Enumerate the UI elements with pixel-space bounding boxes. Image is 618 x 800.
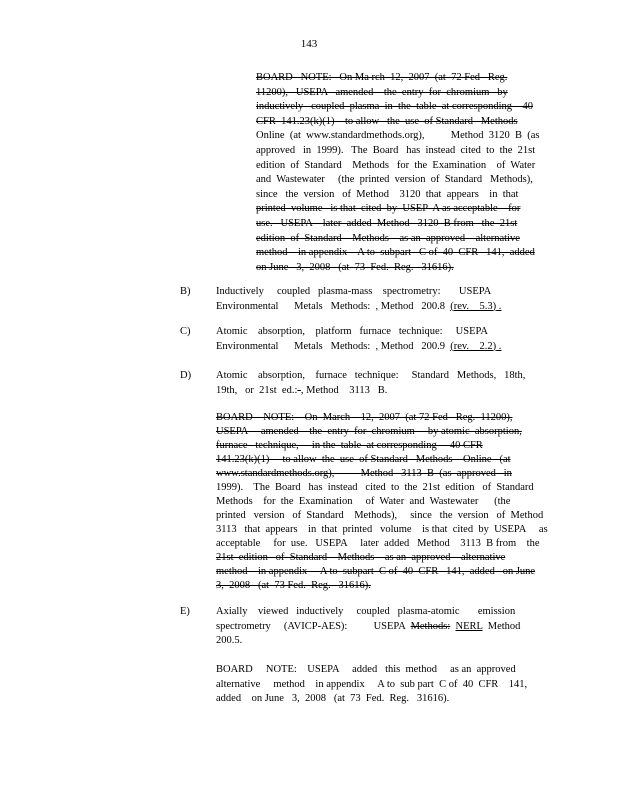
text-segment: use. USEPA later added Method 3120 B from the 21st [256,218,518,229]
board-note-chromium-icp-line [256,233,546,245]
board-note-chromium-aa-line [216,440,536,452]
text-segment: edition of Standard Methods as an approved alternative [256,232,520,244]
text-segment: printed version of Standard Methods), since the version of Method [216,510,544,521]
text-segment: . [496,300,502,312]
item-c-line [216,326,516,338]
board-note-chromium-aa-line [216,580,536,592]
text-segment: Online (at www.standardmethods.org), Method 3120 B (as [256,130,540,142]
text-segment: Atomic absorption, platform furnace technique: USEPA [216,326,488,337]
text-segment: BOARD NOTE: USEPA added this method as an approved [216,664,516,675]
board-note-avicp-line [216,678,528,691]
board-note-chromium-icp-line [256,174,546,186]
text-segment: Method [482,620,521,632]
text-segment: 3, 2008 (at 73 Fed. Reg. 31616). [216,580,371,591]
text-segment: 21st edition of Standard Methods as an approved alternative [216,552,506,563]
text-segment: Atomic absorption, furnace technique: Standard Methods, 18th, [216,370,526,381]
item-e-line [216,620,521,633]
board-note-chromium-icp-line [256,262,546,274]
board-note-chromium-aa-line [216,538,540,550]
board-note-avicp-line [216,693,516,705]
board-note-chromium-icp-line [256,160,546,172]
item-e-label: E) [180,606,190,617]
board-note-chromium-aa-line [216,524,548,536]
board-note-chromium-aa-line [216,454,536,466]
text-segment: CFR 141.23(k)(1) to allow the use of Standard Methods [256,115,518,127]
text-segment: BOARD NOTE: On March 12, 2007 (at 72 Fed Reg. 11200), [216,412,513,423]
item-c-label: C) [180,326,191,337]
text-segment: edition of Standard Methods for the Examination of Water [256,159,536,171]
text-segment: printed volume is that cited by USEP A as acceptable for [256,203,521,215]
text-segment: Environmental Metals Methods: [216,300,376,312]
item-d-label: D) [180,370,192,381]
board-note-chromium-aa-line [216,412,536,424]
text-segment: furnace technique, in the table at corresponding 40 CFR [216,440,483,451]
item-b-label: B) [180,286,191,297]
item-b-line [216,286,516,298]
item-c-line [216,341,516,353]
text-segment: approved in 1999). The Board has instead cited to the 21st [256,145,536,156]
board-note-chromium-aa-line [216,426,536,438]
text-segment: (rev. 2.2) [450,340,497,352]
board-note-chromium-icp-line [256,218,546,230]
text-segment: and Wastewater (the printed version of Standard Methods), [256,174,533,186]
text-segment: alternative method in appendix A to sub part C of 40 CFR 141, [216,678,528,690]
text-segment: on June 3, 2008 (at 73 Fed. Reg. 31616). [256,261,454,273]
board-note-chromium-icp-line [256,72,546,84]
text-segment: , [375,300,379,312]
board-note-chromium-aa-line [216,496,536,508]
text-segment: . [496,340,502,352]
text-segment: 200.5. [216,635,243,647]
board-note-chromium-icp-line [256,145,546,157]
text-segment: www.standardmethods.org), Method 3113 B (as approved in [216,468,512,479]
item-e-line [216,635,516,647]
text-segment: (rev. 5.3) [450,300,497,312]
text-segment: method in appendix A to subpart C of 40 CFR 141, added [256,247,535,259]
text-segment: Axially viewed inductively coupled plasma-atomic emission [216,606,516,617]
text-segment: - [297,384,301,396]
text-segment: inductively coupled plasma in the table at corresponding 40 [256,101,534,113]
text-segment: Method 200.9 [378,340,451,352]
board-note-chromium-icp-line [256,101,546,113]
board-note-chromium-aa-line [216,510,544,522]
item-b-line [216,301,516,313]
text-segment: since the version of Method 3120 that appears in that [256,188,519,200]
board-note-chromium-aa-line [216,482,536,494]
text-segment: 11200), USEPA amended the entry for chromium by [256,86,508,98]
text-segment: spectrometry (AVICP-AES): USEPA [216,620,411,632]
text-segment: NERL [455,620,483,632]
text-segment: added on June 3, 2008 (at 73 Fed. Reg. 31616). [216,693,450,705]
text-segment: Method 3113 B. [303,384,388,396]
text-segment: 1999). The Board has instead cited to the 21st edition of Standard [216,482,534,493]
board-note-chromium-aa-line [216,566,536,578]
text-segment: , [375,340,379,352]
text-segment: 19th, or 21st ed.: [216,384,298,396]
text-segment: Environmental Metals Methods: [216,340,376,352]
board-note-chromium-icp-line [256,87,546,99]
board-note-chromium-aa-line [216,468,536,480]
item-d-line [216,370,526,382]
board-note-chromium-aa-line [216,552,536,564]
text-segment: acceptable for use. USEPA later added Method 3113 B from the [216,538,540,549]
board-note-chromium-icp-line [256,189,546,201]
text-segment: 141.23(k)(1) to allow the use of Standard Methods Online (at [216,454,511,465]
text-segment: USEPA amended the entry for chromium by atomic absorption, [216,426,522,437]
board-note-chromium-icp-line [256,116,546,128]
board-note-avicp-line [216,664,516,676]
text-segment: BOARD NOTE: On Ma rch 12, 2007 (at 72 Fed Reg. [256,72,508,83]
text-segment: Methods for the Examination of Water and Wastewater (the [216,496,511,507]
text-segment: Inductively coupled plasma-mass spectrometry: USEPA [216,286,492,297]
board-note-chromium-icp-line [256,203,546,215]
board-note-chromium-icp-line [256,247,546,259]
text-segment: 3113 that appears in that printed volume is that cited by USEPA as [216,524,548,535]
item-d-line [216,385,516,397]
text-segment: method in appendix A to subpart C of 40 CFR 141, added on June [216,566,536,577]
item-e-line [216,606,516,618]
text-segment: Methods: [410,620,451,632]
text-segment: Method 200.8 [378,300,451,312]
board-note-chromium-icp-line [256,130,546,142]
text-segment: , [300,384,304,396]
page-number: 143 [300,38,318,50]
